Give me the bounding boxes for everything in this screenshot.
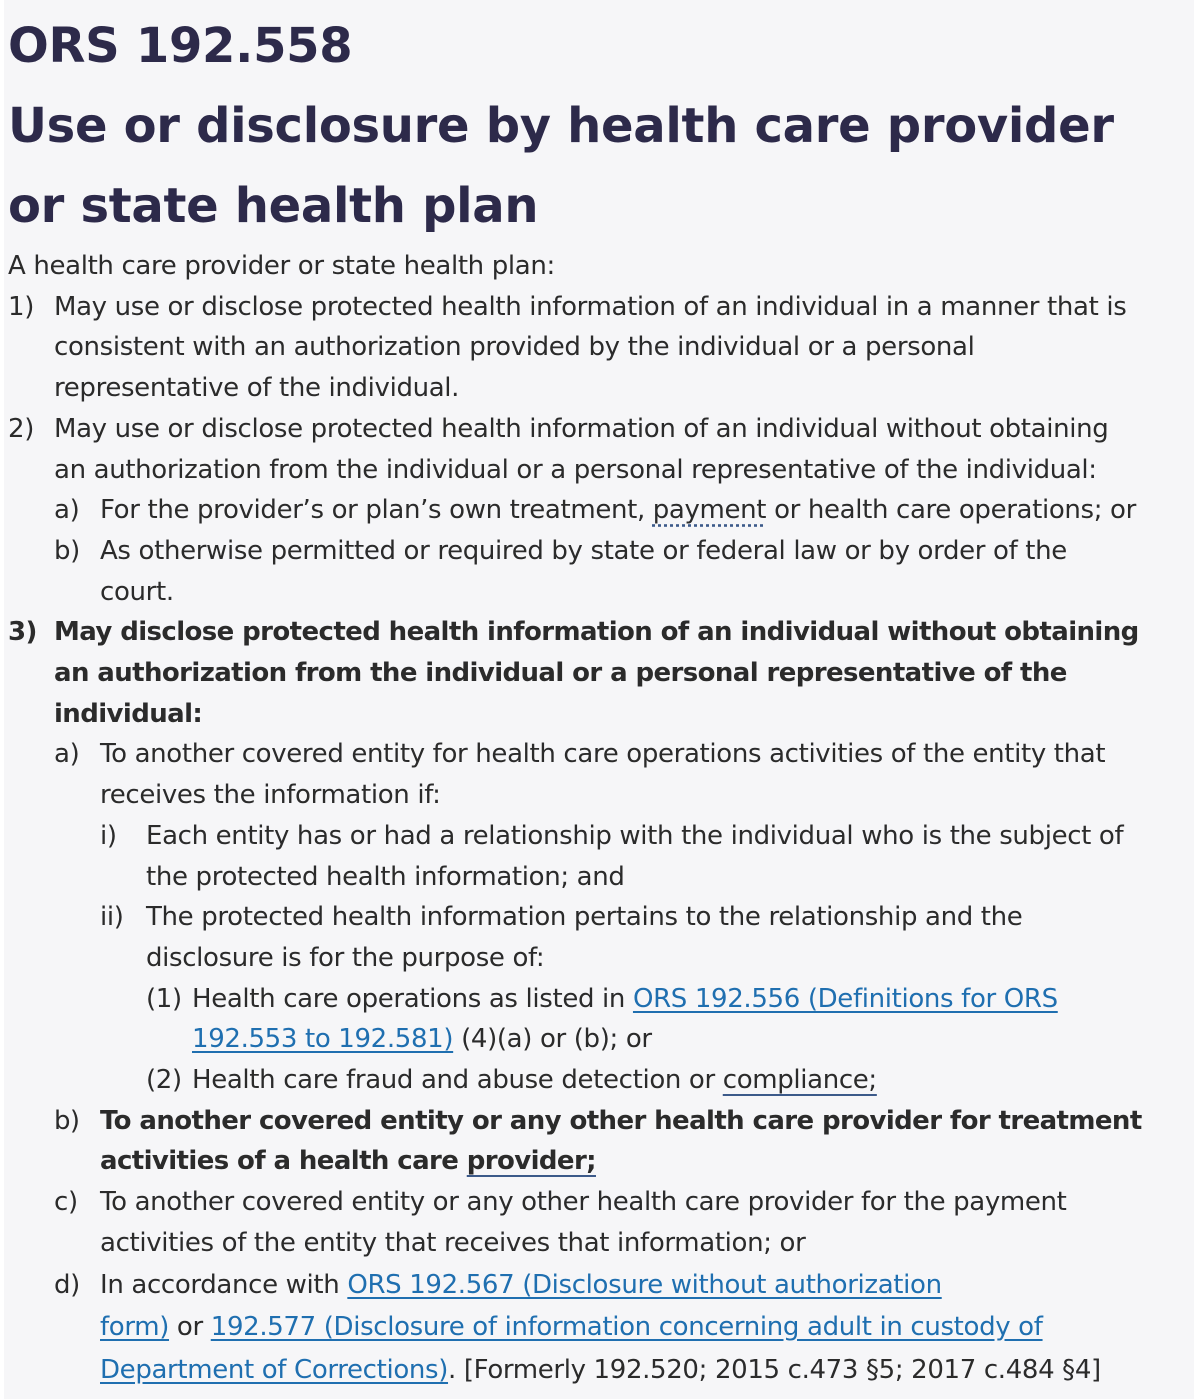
- clause-2: [0, 1060, 1200, 1101]
- paragraph-text: To another covered entity for health care operations activities of the entity that: [100, 739, 1106, 770]
- page-title: [0, 0, 1200, 246]
- title-line-1: Use or disclosure by health care provider: [8, 98, 1114, 154]
- subsection-number: 1): [8, 291, 34, 322]
- subparagraph-3a-i: [0, 816, 1200, 857]
- clause-1: [0, 979, 1200, 1020]
- subparagraph-text: disclosure is for the purpose of:: [146, 942, 545, 973]
- subsection-text: May disclose protected health information of an individual without obtaining: [54, 617, 1139, 648]
- payment-term-tooltip[interactable]: payment: [652, 495, 767, 526]
- subsection-text: an authorization from the individual or a personal representative of the individual:: [54, 454, 1097, 485]
- title-line-2: or state health plan: [8, 178, 539, 234]
- history-note: . [Formerly 192.520; 2015 c.473 §5; 2017 c.484 §4]: [448, 1354, 1101, 1385]
- paragraph-3d: [0, 1264, 1200, 1307]
- paragraph-number: d): [54, 1269, 80, 1300]
- clause-text: Health care operations as listed in: [192, 983, 633, 1014]
- paragraph-text: To another covered entity or any other health care provider for treatment: [100, 1105, 1142, 1136]
- paragraph-3a: [0, 734, 1200, 775]
- paragraph-text: To another covered entity or any other health care provider for the payment: [100, 1187, 1067, 1218]
- subsection-text: representative of the individual.: [54, 373, 460, 404]
- subsection-text: May use or disclose protected health information of an individual without obtaining: [54, 413, 1109, 444]
- paragraph-text: In accordance with: [100, 1269, 348, 1300]
- paragraph-text: activities of the entity that receives that information; or: [100, 1227, 806, 1258]
- subparagraph-3a-ii: [0, 897, 1200, 938]
- paragraph-text: As otherwise permitted or required by state or federal law or by order of the: [100, 535, 1067, 566]
- provider-term[interactable]: provider;: [466, 1146, 596, 1177]
- paragraph-text: court.: [100, 576, 174, 607]
- paragraph-number: a): [54, 739, 80, 770]
- paragraph-number: b): [54, 535, 80, 566]
- ors-192-577-link[interactable]: 192.577 (Disclosure of information concerning adult in custody of: [210, 1312, 1043, 1343]
- ors-192-567-link-cont[interactable]: form): [100, 1312, 170, 1343]
- clause-text: Health care fraud and abuse detection or: [192, 1065, 723, 1096]
- ors-192-556-link-cont[interactable]: 192.553 to 192.581): [192, 1024, 454, 1055]
- ors-192-577-link-cont[interactable]: Department of Corrections): [100, 1354, 449, 1385]
- ors-192-556-link[interactable]: ORS 192.556 (Definitions for ORS: [632, 983, 1058, 1014]
- paragraph-3b: [0, 1101, 1200, 1142]
- paragraph-text: receives the information if:: [100, 780, 441, 811]
- paragraph-3c: [0, 1182, 1200, 1223]
- clause-number: (2): [146, 1065, 182, 1096]
- subsection-text: individual:: [54, 698, 203, 729]
- subparagraph-text: Each entity has or had a relationship with the individual who is the subject of: [146, 820, 1124, 851]
- paragraph-number: c): [54, 1187, 78, 1218]
- paragraph-number: a): [54, 495, 80, 526]
- clause-number: (1): [146, 983, 182, 1014]
- subsection-text: May use or disclose protected health information of an individual in a manner that is: [54, 291, 1127, 322]
- paragraph-2a: [0, 490, 1200, 531]
- statute-body: [0, 246, 1200, 1391]
- paragraph-number: b): [54, 1105, 80, 1136]
- paragraph-text: or: [169, 1312, 211, 1343]
- subsection-text: an authorization from the individual or a personal representative of the: [54, 658, 1067, 689]
- subsection-3: [0, 612, 1200, 653]
- paragraph-text: activities of a health care: [100, 1146, 467, 1177]
- intro-text: A health care provider or state health plan:: [8, 251, 555, 281]
- paragraph-text: For the provider’s or plan’s own treatment,: [100, 495, 653, 526]
- subparagraph-text: The protected health information pertains to the relationship and the: [146, 902, 1023, 933]
- paragraph-2b: [0, 531, 1200, 572]
- subsection-number: 2): [8, 413, 34, 444]
- ors-192-567-link[interactable]: ORS 192.567 (Disclosure without authorization: [347, 1269, 942, 1300]
- subparagraph-number: ii): [100, 902, 124, 933]
- subparagraph-text: the protected health information; and: [146, 861, 625, 892]
- clause-text: (4)(a) or (b); or: [453, 1024, 652, 1055]
- subparagraph-number: i): [100, 820, 117, 851]
- subsection-2: [0, 409, 1200, 450]
- paragraph-text: or health care operations; or: [766, 495, 1136, 526]
- compliance-term[interactable]: compliance;: [722, 1065, 877, 1096]
- title-statute-number: ORS 192.558: [8, 18, 353, 74]
- subsection-1: [0, 287, 1200, 328]
- subsection-number: 3): [8, 617, 37, 648]
- subsection-text: consistent with an authorization provided by the individual or a personal: [54, 332, 975, 363]
